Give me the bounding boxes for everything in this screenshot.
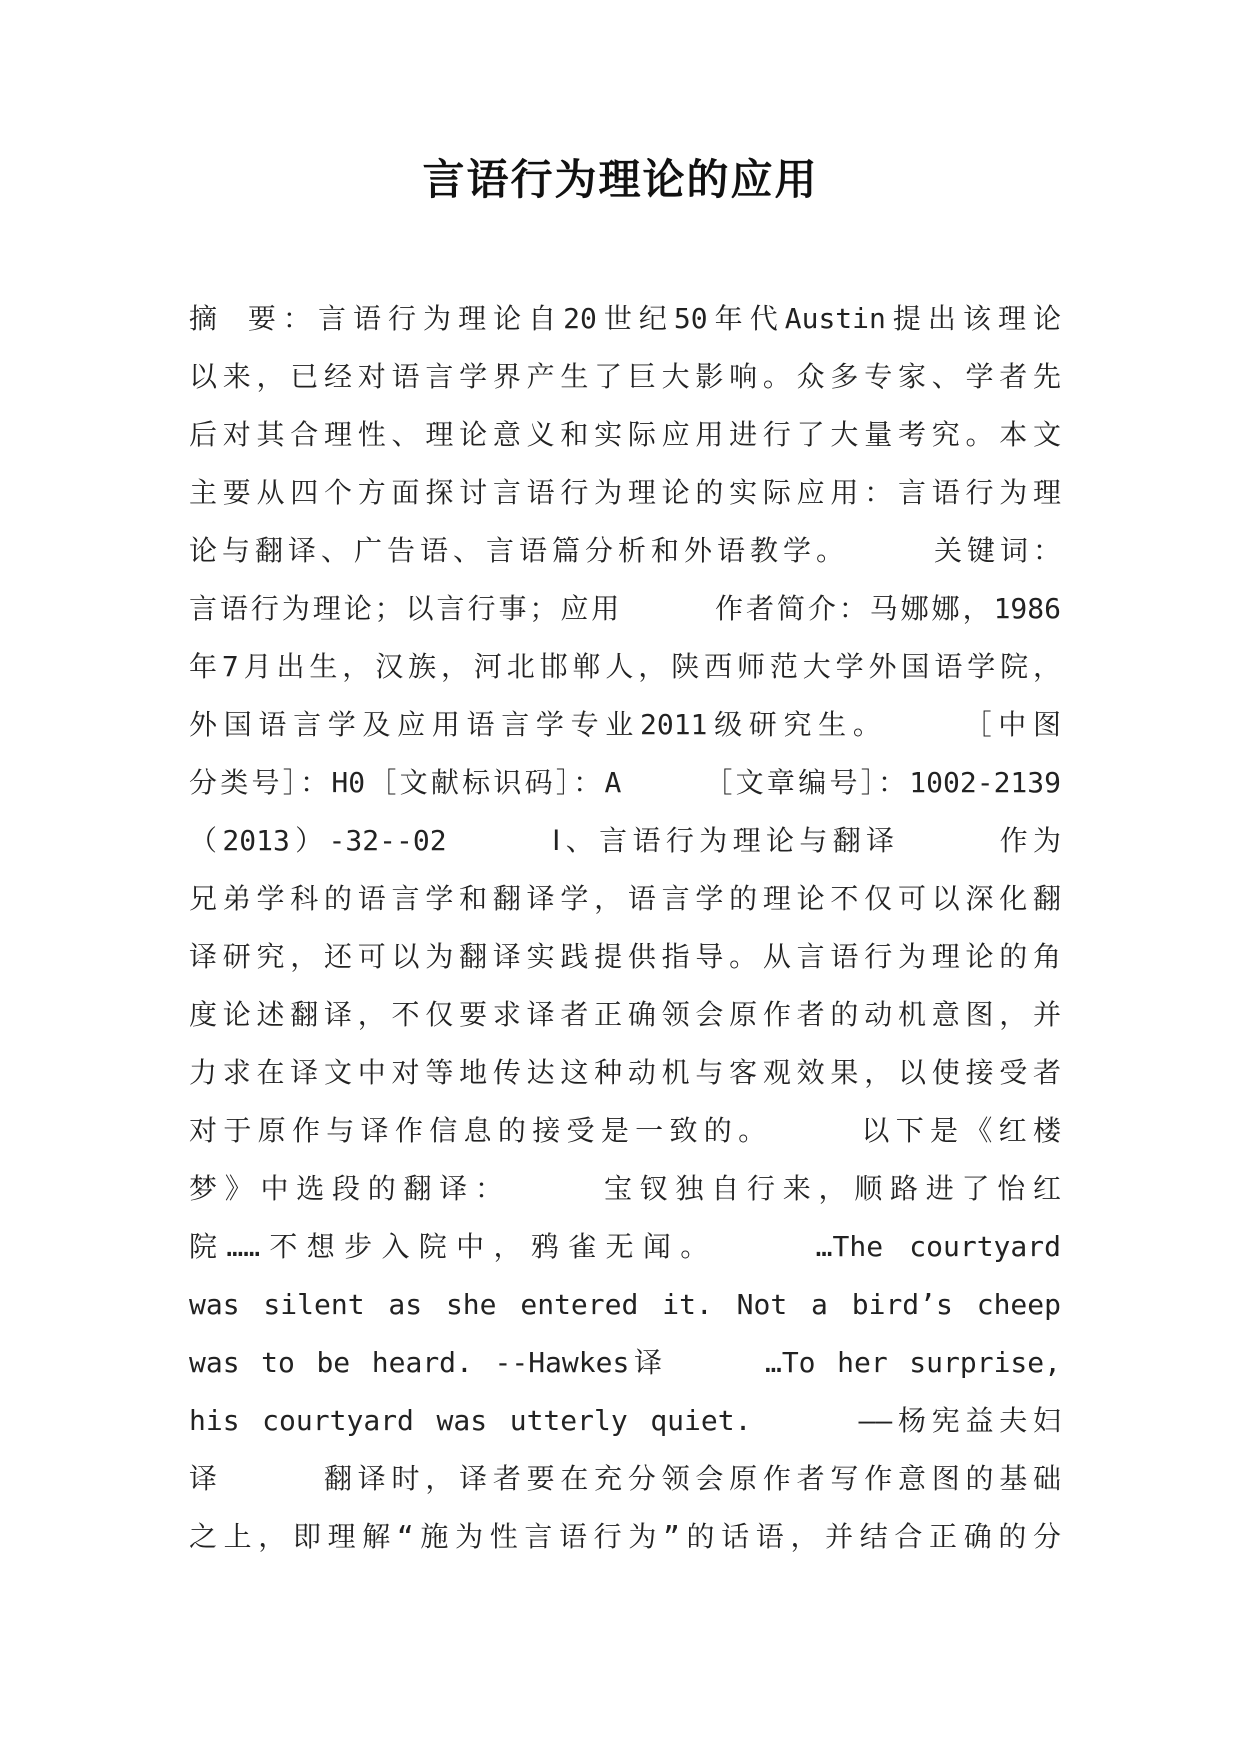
document-title: 言语行为理论的应用 [422,155,819,204]
abstract-body [189,290,1061,1566]
text-line: his courtyard was utterly quiet. ——杨宪益夫妇 [189,1404,1061,1437]
text-line: was silent as she entered it. Not a bird’s cheep [189,1288,1061,1321]
text-line: 对于原作与译作信息的接受是一致的。 以下是《红楼 [189,1114,1061,1147]
text-line: 院……不想步入院中，鸦雀无闻。 …The courtyard [189,1230,1061,1263]
text-line: 度论述翻译，不仅要求译者正确领会原作者的动机意图，并 [189,998,1061,1031]
text-line: 分类号］：H0［文献标识码］：A ［文章编号］：1002-2139 [189,766,1061,799]
text-line: 梦》中选段的翻译： 宝钗独自行来，顺路进了怡红 [189,1172,1061,1205]
text-line: 之上，即理解“施为性言语行为”的话语，并结合正确的分 [189,1520,1061,1553]
text-line: 言语行为理论；以言行事；应用 作者简介：马娜娜，1986 [189,592,1061,625]
text-line: 译 翻译时，译者要在充分领会原作者写作意图的基础 [189,1462,1061,1495]
text-line: 以来，已经对语言学界产生了巨大影响。众多专家、学者先 [189,360,1061,393]
text-line: was to be heard. --Hawkes译 …To her surprise, [189,1346,1061,1379]
text-line: 兄弟学科的语言学和翻译学，语言学的理论不仅可以深化翻 [189,882,1061,915]
text-line: 论与翻译、广告语、言语篇分析和外语教学。 关键词： [189,534,1061,567]
text-line: 译研究，还可以为翻译实践提供指导。从言语行为理论的角 [189,940,1061,973]
text-line: （2013）-32--02 Ⅰ、言语行为理论与翻译 作为 [189,824,1061,857]
text-line: 力求在译文中对等地传达这种动机与客观效果，以使接受者 [189,1056,1061,1089]
text-line: 主要从四个方面探讨言语行为理论的实际应用：言语行为理 [189,476,1061,509]
text-line: 摘 要：言语行为理论自20世纪50年代Austin提出该理论 [189,302,1061,335]
text-line: 后对其合理性、理论意义和实际应用进行了大量考究。本文 [189,418,1061,451]
text-line: 外国语言学及应用语言学专业2011级研究生。 ［中图 [189,708,1061,741]
text-line: 年7月出生，汉族，河北邯郸人，陕西师范大学外国语学院， [189,650,1061,683]
